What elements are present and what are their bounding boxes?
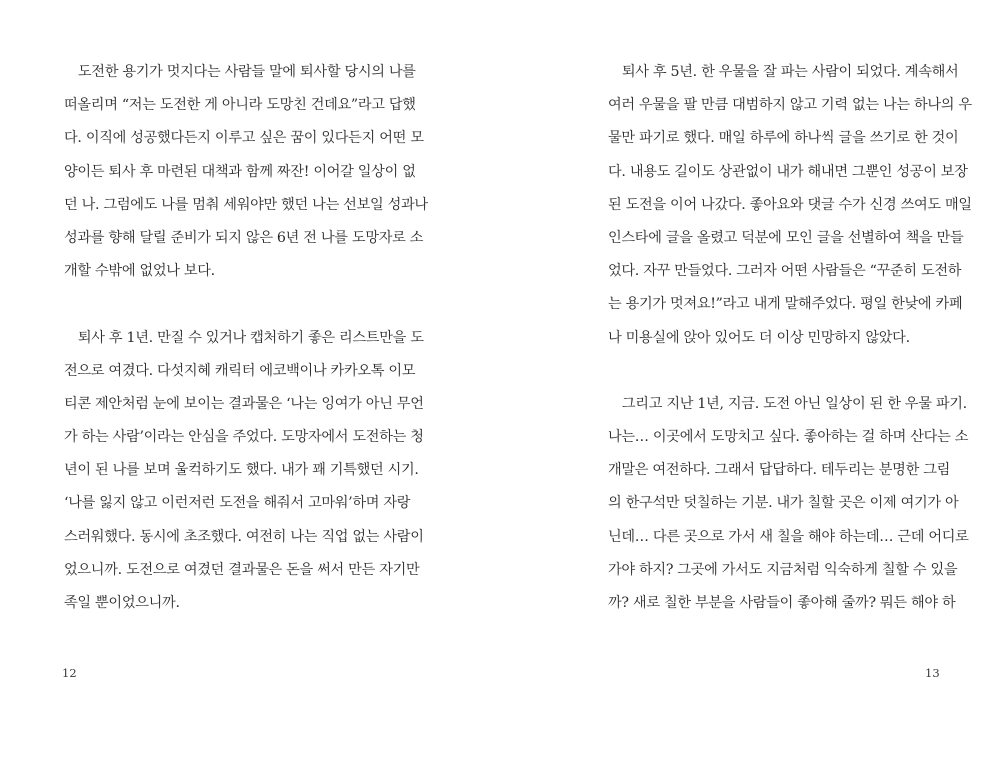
- page-number: 13: [925, 666, 940, 680]
- text-line: 다. 이직에 성공했다든지 이루고 싶은 꿈이 있다든지 어떤 모: [64, 130, 424, 147]
- text-line: 의 한구석만 덧칠하는 기분. 내가 칠할 곳은 이제 여기가 아: [608, 495, 959, 512]
- text-line: 양이든 퇴사 후 마련된 대책과 함께 짜잔! 이어갈 일상이 없: [64, 163, 416, 180]
- right-page-text: [608, 56, 972, 620]
- text-line: 개말은 여전하다. 그래서 답답하다. 테두리는 분명한 그림: [608, 462, 950, 479]
- text-line: 인스타에 글을 올렸고 덕분에 모인 글을 선별하여 책을 만들: [608, 229, 964, 246]
- text-line: 까? 새로 칠한 부분을 사람들이 좋아해 줄까? 뭐든 해야 하: [608, 595, 956, 611]
- text-line: 전으로 여겼다. 다섯지혜 캐릭터 에코백이나 카카오톡 이모: [64, 362, 416, 379]
- text-line: 족일 뿐이었으니까.: [64, 595, 180, 611]
- text-line: 나 미용실에 앉아 있어도 더 이상 민망하지 않았다.: [608, 329, 910, 346]
- text-line: 여러 우물을 팔 만큼 대범하지 않고 기력 없는 나는 하나의 우: [608, 97, 972, 114]
- text-line: 도전한 용기가 멋지다는 사람들 말에 퇴사할 당시의 나를: [64, 64, 416, 80]
- text-line: 는 용기가 멋져요!”라고 내게 말해주었다. 평일 한낮에 카페: [608, 296, 963, 313]
- text-line: 닌데… 다른 곳으로 가서 새 칠을 해야 하는데… 근데 어디로: [608, 528, 969, 545]
- text-line: 가야 하지? 그곳에 가서도 지금처럼 익숙하게 칠할 수 있을: [608, 561, 958, 578]
- text-line: 된 도전을 이어 나갔다. 좋아요와 댓글 수가 신경 쓰여도 매일: [608, 196, 972, 213]
- text-line: 었으니까. 도전으로 여겼던 결과물은 돈을 써서 만든 자기만: [64, 561, 420, 578]
- text-line: 다. 내용도 길이도 상관없이 내가 해내면 그뿐인 성공이 보장: [608, 163, 968, 180]
- text-line: 떠올리며 “저는 도전한 게 아니라 도망친 건데요”라고 답했: [64, 97, 416, 114]
- text-line: 스러워했다. 동시에 초조했다. 여전히 나는 직업 없는 사람이: [64, 528, 424, 545]
- text-line: 개할 수밖에 없었나 보다.: [64, 263, 215, 280]
- left-page-text: [64, 56, 428, 620]
- page-number: 12: [62, 666, 77, 680]
- text-line: 나는… 이곳에서 도망치고 싶다. 좋아하는 걸 하며 산다는 소: [608, 429, 969, 446]
- text-line: 물만 파기로 했다. 매일 하루에 하나씩 글을 쓰기로 한 것이: [608, 130, 959, 147]
- text-line: 었다. 자꾸 만들었다. 그러자 어떤 사람들은 “꾸준히 도전하: [608, 263, 962, 280]
- right-page: [500, 0, 1000, 771]
- text-line: 던 나. 그럼에도 나를 멈춰 세워야만 했던 나는 선보일 성과나: [64, 196, 428, 213]
- paragraph-gap: [608, 355, 938, 388]
- text-line: 년이 된 나를 보며 울컥하기도 했다. 내가 꽤 기특했던 시기.: [64, 462, 419, 479]
- text-line: 티콘 제안처럼 눈에 보이는 결과물은 ‘나는 잉여가 아닌 무언: [64, 395, 424, 412]
- text-line: 퇴사 후 1년. 만질 수 있거나 캡처하기 좋은 리스트만을 도: [64, 329, 424, 346]
- text-line: 성과를 향해 달릴 준비가 되지 않은 6년 전 나를 도망자로 소: [64, 229, 424, 246]
- text-line: 퇴사 후 5년. 한 우물을 잘 파는 사람이 되었다. 계속해서: [608, 64, 959, 80]
- text-line: ‘나를 잃지 않고 이런저런 도전을 해줘서 고마워’하며 자랑: [64, 495, 411, 512]
- text-line: 가 하는 사람’이라는 안심을 주었다. 도망자에서 도전하는 청: [64, 429, 424, 446]
- paragraph-gap: [64, 288, 394, 321]
- text-line: 그리고 지난 1년, 지금. 도전 아닌 일상이 된 한 우물 파기.: [608, 395, 967, 412]
